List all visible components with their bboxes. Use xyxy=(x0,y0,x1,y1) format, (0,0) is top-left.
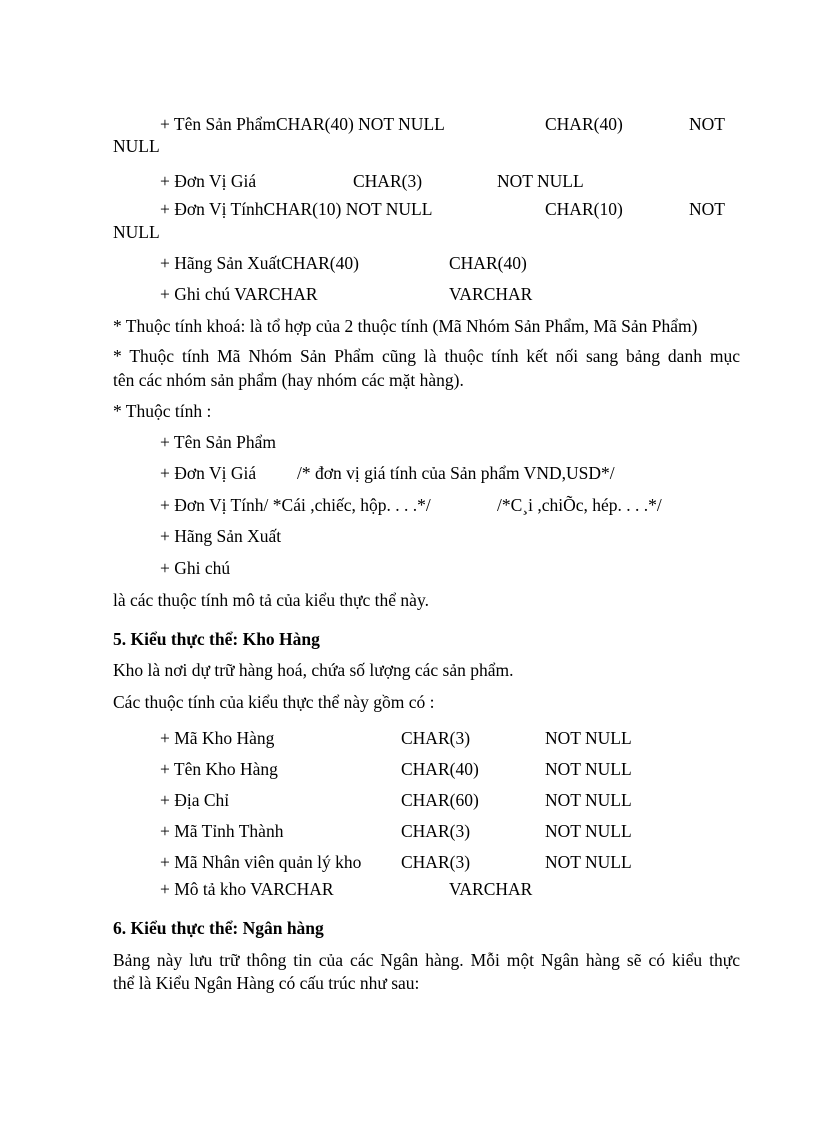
attr-comment: /* đơn vị giá tính của Sản phẩm VND,USD*/ xyxy=(297,463,615,483)
warehouse-attr-constraint: NOT NULL xyxy=(545,728,632,748)
section-5-title: 5. Kiểu thực thể: Kho Hàng xyxy=(113,629,320,649)
attr-list-item: + Đơn Vị Giá xyxy=(160,463,257,483)
attr-comment: /*C¸i ,chiÕc, hép. . . .*/ xyxy=(497,495,662,515)
attr-name: + Đơn Vị Giá xyxy=(160,171,257,191)
attr-list-item: + Đơn Vị Tính/ *Cái ,chiếc, hộp. . . .*/ xyxy=(160,495,431,515)
attr-list-item: + Hãng Sản Xuất xyxy=(160,526,282,546)
section-6-desc-line-2: thể là Kiểu Ngân Hàng có cấu trúc như sau: xyxy=(113,973,420,993)
warehouse-attr-type: CHAR(60) xyxy=(401,790,479,810)
attr-type: CHAR(40) xyxy=(449,253,527,273)
warehouse-attr-constraint: NOT NULL xyxy=(545,821,632,841)
attr-type: CHAR(10) xyxy=(545,199,623,219)
warehouse-attr-name: + Mô tả kho VARCHAR xyxy=(160,879,334,899)
warehouse-attr-name: + Tên Kho Hàng xyxy=(160,759,278,779)
attr-summary: là các thuộc tính mô tả của kiểu thực thể này. xyxy=(113,590,429,610)
warehouse-attr-name: + Mã Kho Hàng xyxy=(160,728,275,748)
section-6-desc-line-1: Bảng này lưu trữ thông tin của các Ngân hàng. Mỗi một Ngân hàng sẽ có kiểu thực xyxy=(113,950,740,970)
fk-note-line-2: tên các nhóm sản phẩm (hay nhóm các mặt hàng). xyxy=(113,370,464,390)
warehouse-attr-name: + Mã Tỉnh Thành xyxy=(160,821,284,841)
attr-name: + Ghi chú VARCHAR xyxy=(160,284,318,304)
section-5-desc: Kho là nơi dự trữ hàng hoá, chứa số lượng các sản phẩm. xyxy=(113,660,514,680)
section-5-intro: Các thuộc tính của kiểu thực thể này gồm có : xyxy=(113,692,435,712)
attr-type: VARCHAR xyxy=(449,284,533,304)
warehouse-attr-type: CHAR(40) xyxy=(401,759,479,779)
warehouse-attr-type: CHAR(3) xyxy=(401,728,471,748)
attr-list-item: + Ghi chú xyxy=(160,558,231,578)
attr-list-item: + Tên Sản Phẩm xyxy=(160,432,276,452)
warehouse-attr-name: + Mã Nhân viên quản lý kho xyxy=(160,852,362,872)
attr-constraint-wrap: NULL xyxy=(113,136,160,156)
warehouse-attr-constraint: NOT NULL xyxy=(545,852,632,872)
key-note: * Thuộc tính khoá: là tổ hợp của 2 thuộc tính (Mã Nhóm Sản Phẩm, Mã Sản Phẩm) xyxy=(113,316,698,336)
attr-constraint: NOT xyxy=(689,199,725,219)
attr-type: CHAR(40) xyxy=(545,114,623,134)
warehouse-attr-type: CHAR(3) xyxy=(401,821,471,841)
attr-name: + Đơn Vị TínhCHAR(10) NOT NULL xyxy=(160,199,433,219)
warehouse-attr-constraint: NOT NULL xyxy=(545,759,632,779)
warehouse-attr-type: VARCHAR xyxy=(449,879,533,899)
attr-constraint: NOT NULL xyxy=(497,171,584,191)
attr-constraint: NOT xyxy=(689,114,725,134)
attr-name: + Tên Sản PhẩmCHAR(40) NOT NULL xyxy=(160,114,445,134)
attr-type: CHAR(3) xyxy=(353,171,423,191)
warehouse-attr-name: + Địa Chỉ xyxy=(160,790,230,810)
attr-heading: * Thuộc tính : xyxy=(113,401,212,421)
attr-constraint-wrap: NULL xyxy=(113,222,160,242)
warehouse-attr-type: CHAR(3) xyxy=(401,852,471,872)
fk-note-line-1: * Thuộc tính Mã Nhóm Sản Phẩm cũng là thuộc tính kết nối sang bảng danh mục xyxy=(113,346,740,366)
warehouse-attr-constraint: NOT NULL xyxy=(545,790,632,810)
section-6-title: 6. Kiểu thực thể: Ngân hàng xyxy=(113,918,324,938)
attr-name: + Hãng Sản XuấtCHAR(40) xyxy=(160,253,359,273)
